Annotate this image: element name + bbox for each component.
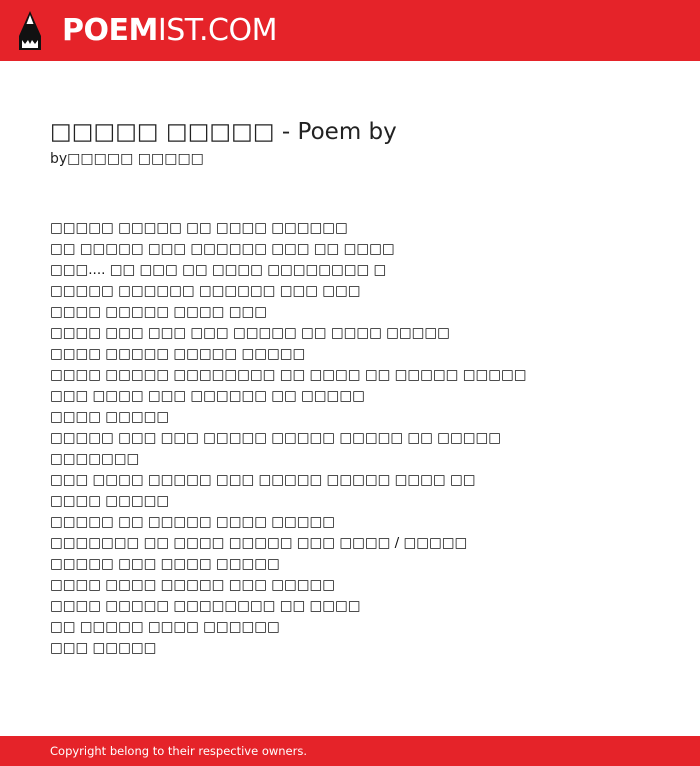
- poem-title: □□□□□ □□□□□ - Poem by: [50, 119, 397, 145]
- copyright-text: Copyright belong to their respective owners.: [50, 744, 308, 758]
- poem-line: □□□□ □□□□ □□□□□ □□□ □□□□□: [50, 577, 336, 593]
- poem-line: □□□□□ □□ □□□□□ □□□□ □□□□□: [50, 514, 336, 530]
- poem-line: □□□ □□□□ □□□□□ □□□ □□□□□ □□□□□ □□□□ □□: [50, 472, 476, 488]
- poem-line: □□□□ □□□□□ □□□□□ □□□□□: [50, 346, 306, 362]
- poem-line: □□□□□ □□□ □□□ □□□□□ □□□□□ □□□□□ □□ □□□□□: [50, 430, 501, 446]
- poem-line: □□□□□ □□□ □□□□ □□□□□: [50, 556, 280, 572]
- brand-bold-text: POEM: [62, 13, 158, 48]
- poem-line: □□□□ □□□□□ □□□□ □□□: [50, 304, 267, 320]
- poem-line: □□□ □□□□□: [50, 640, 157, 656]
- byline-prefix: by: [50, 151, 68, 167]
- byline: [50, 148, 204, 170]
- site-logo[interactable]: [62, 11, 277, 51]
- site-header: [0, 0, 700, 61]
- poem-line: □□□□□□□: [50, 451, 140, 467]
- poem-line: □□□□□ □□□□□□ □□□□□□ □□□ □□□: [50, 283, 361, 299]
- poem-line: □□□.... □□ □□□ □□ □□□□ □□□□□□□□ □: [50, 262, 387, 278]
- poem-line: □□□□ □□□□□: [50, 409, 170, 425]
- poem-body: [50, 218, 650, 659]
- poem-line: □□□□□ □□□□□ □□ □□□□ □□□□□□: [50, 220, 348, 236]
- poem-line: □□□□□□□ □□ □□□□ □□□□□ □□□ □□□□ / □□□□□: [50, 535, 468, 551]
- poem-line: □□□□ □□□□□ □□□□□□□□ □□ □□□□ □□ □□□□□ □□□□□: [50, 367, 527, 383]
- poem-line: □□ □□□□□ □□□ □□□□□□ □□□ □□ □□□□: [50, 241, 395, 257]
- author-link[interactable]: □□□□□ □□□□□: [67, 151, 204, 167]
- site-footer: [0, 736, 700, 766]
- poem-line: □□□□ □□□□□ □□□□□□□□ □□ □□□□: [50, 598, 361, 614]
- poem-line: □□ □□□□□ □□□□ □□□□□□: [50, 619, 280, 635]
- poem-line: □□□□ □□□□□: [50, 493, 170, 509]
- brand-thin-text: IST.COM: [157, 13, 277, 48]
- poem-line: □□□ □□□□ □□□ □□□□□□ □□ □□□□□: [50, 388, 365, 404]
- poem-line: □□□□ □□□ □□□ □□□ □□□□□ □□ □□□□ □□□□□: [50, 325, 450, 341]
- pencil-logo-icon[interactable]: [17, 10, 43, 52]
